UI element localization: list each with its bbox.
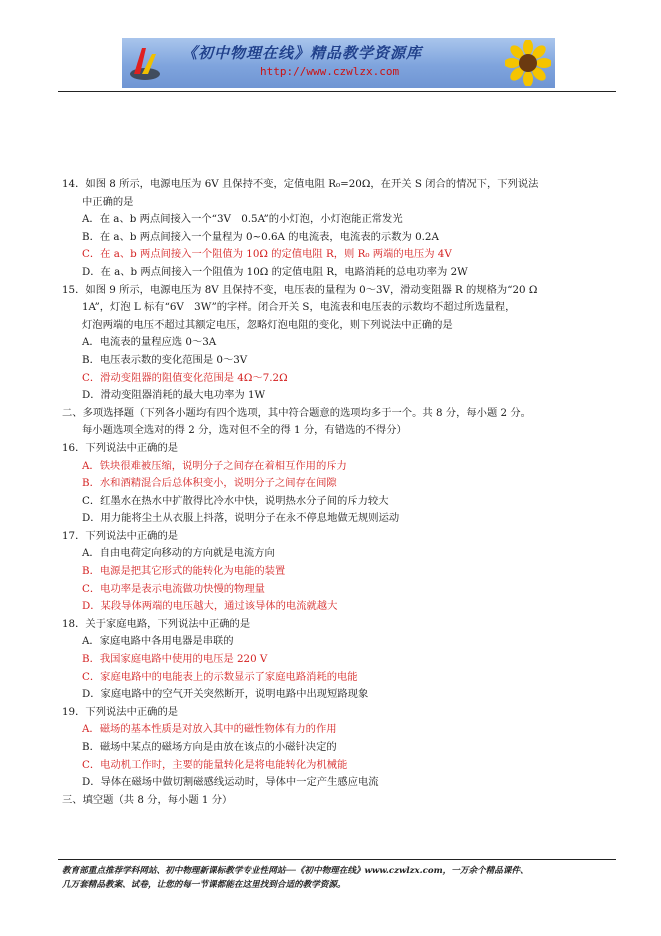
- option: C．红墨水在热水中扩散得比冷水中快，说明热水分子间的斥力较大: [82, 494, 389, 507]
- option: B．磁场中某点的磁场方向是由放在该点的小磁针决定的: [82, 741, 337, 753]
- question-stem: 15．如图 9 所示，电源电压为 8V 且保持不变，电压表的量程为 0～3V，滑动变阻器 R 的规格为“20 Ω: [62, 283, 538, 296]
- question-stem-cont: 中正确的是: [82, 195, 134, 208]
- option: B．在 a、b 两点间接入一个量程为 0~0.6A 的电流表，电流表的示数为 0.2A: [82, 230, 439, 243]
- banner-title: 《初中物理在线》精品教学资源库: [182, 44, 423, 62]
- header-banner: [122, 38, 555, 88]
- footer-line: 几万套精品教案、试卷，让您的每一节课都能在这里找到合适的教学资源。: [62, 880, 346, 890]
- option: D．用力能将尘土从衣服上抖落，说明分子在永不停息地做无规则运动: [82, 512, 400, 525]
- question-stem: 18．关于家庭电路，下列说法中正确的是: [62, 617, 251, 630]
- option: B．我国家庭电路中使用的电压是 220 V: [82, 653, 268, 666]
- option: B．电源是把其它形式的能转化为电能的装置: [82, 565, 286, 578]
- option: D．滑动变阻器消耗的最大电功率为 1W: [82, 389, 266, 402]
- footer-line: 教育部重点推荐学科网站、初中物理新课标教学专业性网站──《初中物理在线》www.czwlzx.com，一万余个精品课件、: [62, 866, 529, 876]
- footer: [62, 864, 622, 892]
- section-heading-cont: 每小题选项全选对的得 2 分，选对但不全的得 1 分，有错选的不得分）: [82, 424, 407, 437]
- option: D．在 a、b 两点间接入一个阻值为 10Ω 的定值电阻 R，电路消耗的总电功率为 2W: [82, 265, 468, 278]
- option: A．磁场的基本性质是对放入其中的磁性物体有力的作用: [82, 723, 337, 736]
- section-heading: 二、多项选择题（下列各小题均有四个选项，其中符合题意的选项均多于一个。共 8 分，每小题 2 分。: [62, 406, 531, 419]
- sunflower-icon: [505, 40, 551, 86]
- header-rule: [58, 91, 616, 92]
- question-17: [62, 528, 622, 616]
- exam-content: [62, 176, 622, 809]
- section-fill-in: [62, 792, 622, 810]
- question-19: [62, 704, 622, 792]
- option: C．电功率是表示电流做功快慢的物理量: [82, 582, 265, 595]
- section-heading: 三、填空题（共 8 分，每小题 1 分）: [62, 793, 233, 806]
- question-15: [62, 282, 622, 405]
- question-stem: 19．下列说法中正确的是: [62, 705, 179, 718]
- question-14: [62, 176, 622, 282]
- option: A．家庭电路中各用电器是串联的: [82, 635, 234, 648]
- option: A．自由电荷定向移动的方向就是电流方向: [82, 547, 275, 560]
- banner-url[interactable]: http://www.czwlzx.com: [260, 65, 400, 78]
- option: C．电动机工作时，主要的能量转化是将电能转化为机械能: [82, 758, 348, 771]
- site-logo-icon: [128, 44, 162, 82]
- question-16: [62, 440, 622, 528]
- option: C．家庭电路中的电能表上的示数显示了家庭电路消耗的电能: [82, 670, 358, 683]
- option: C．在 a、b 两点间接入一个阻值为 10Ω 的定值电阻 R，则 R₀ 两端的电压为 4V: [82, 248, 452, 261]
- option: D．导体在磁场中做切割磁感线运动时，导体中一定产生感应电流: [82, 776, 379, 789]
- option: D．家庭电路中的空气开关突然断开，说明电路中出现短路现象: [82, 688, 369, 701]
- question-stem: 16．下列说法中正确的是: [62, 441, 179, 454]
- option: B．电压表示数的变化范围是 0～3V: [82, 353, 248, 366]
- question-18: [62, 616, 622, 704]
- footer-rule: [58, 859, 616, 860]
- question-stem: 14．如图 8 所示，电源电压为 6V 且保持不变，定值电阻 R₀=20Ω，在开关 S 闭合的情况下，下列说法: [62, 178, 539, 190]
- option: A．电流表的量程应选 0～3A: [82, 336, 217, 349]
- question-stem: 17．下列说法中正确的是: [62, 529, 179, 542]
- option: C．滑动变阻器的阻值变化范围是 4Ω～7.2Ω: [82, 371, 288, 384]
- option: B．水和酒精混合后总体积变小，说明分子之间存在间隙: [82, 477, 337, 490]
- question-stem-cont: 1A”，灯泡 L 标有“6V 3W”的字样。闭合开关 S，电流表和电压表的示数均不超过所选量程，: [82, 301, 516, 314]
- question-stem-cont: 灯泡两端的电压不超过其额定电压，忽略灯泡电阻的变化，则下列说法中正确的是: [82, 318, 453, 331]
- option: A．铁块很难被压缩，说明分子之间存在着相互作用的斥力: [82, 459, 347, 472]
- option: A．在 a、b 两点间接入一个“3V 0.5A”的小灯泡，小灯泡能正常发光: [82, 213, 403, 226]
- section-multiple-choice: [62, 405, 622, 440]
- option: D．某段导体两端的电压越大，通过该导体的电流就越大: [82, 600, 338, 613]
